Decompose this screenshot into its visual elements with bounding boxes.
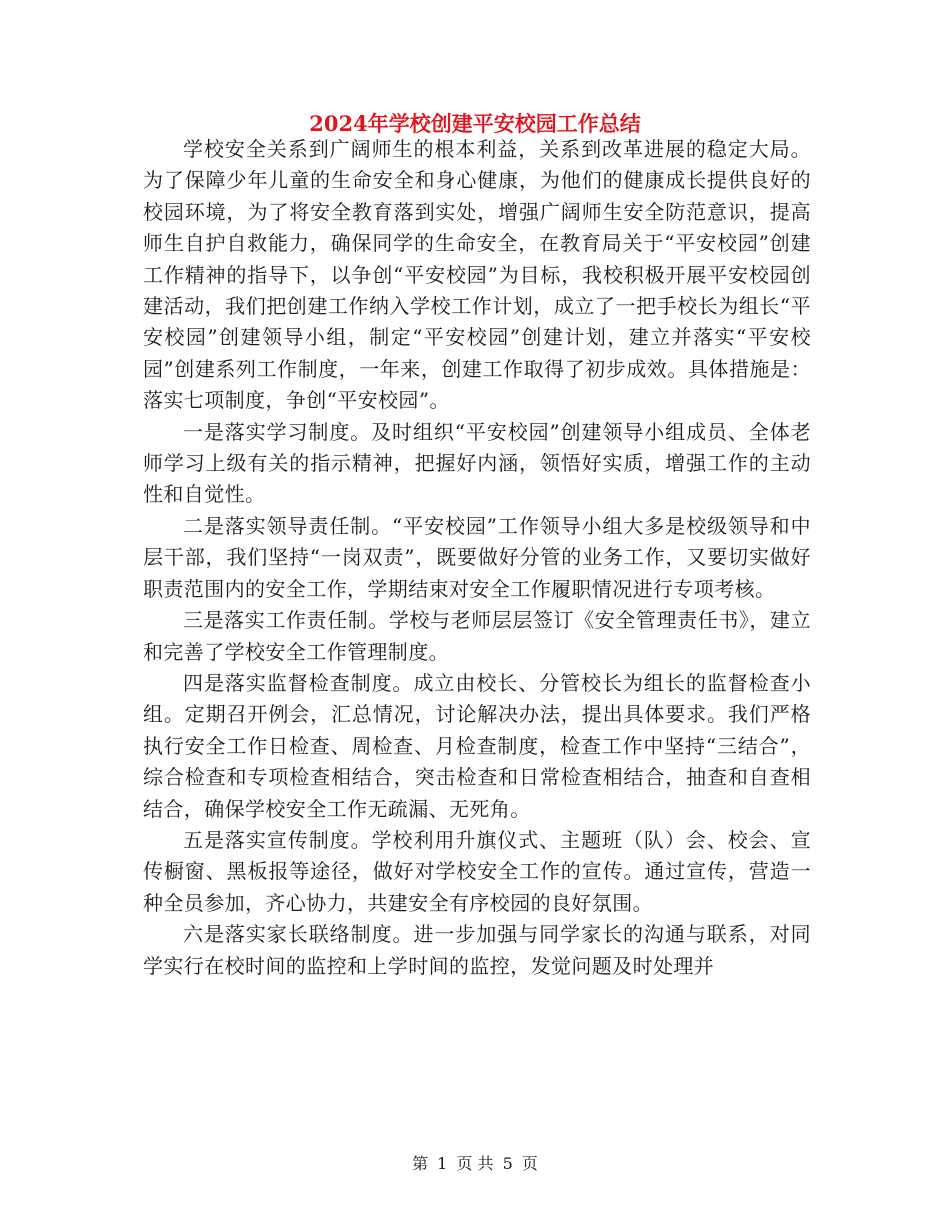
document-title: 2024年学校创建平安校园工作总结 — [309, 111, 641, 136]
paragraph-study-system: 一是落实学习制度。及时组织“平安校园”创建领导小组成员、全体老师学习上级有关的指示精神，把握好内涵，领悟好实质，增强工作的主动性和自觉性。 — [143, 419, 811, 507]
paragraph-intro: 学校安全关系到广阔师生的根本利益，关系到改革进展的稳定大局。为了保障少年儿童的生命安全和身心健康，为他们的健康成长提供良好的校园环境，为了将安全教育落到实处，增强广阔师生安全防范意识，提高师生自护自救能力，确保同学的生命安全，在教育局关于“平安校园”创建工作精神的指导下，以争创“平安校园”为目标，我校积极开展平安校园创建活动，我们把创建工作纳入学校工作计划，成立了一把手校长为组长“平安校园”创建领导小组，制定“平安校园”创建计划，建立并落实“平安校园”创建系列工作制度，一年来，创建工作取得了初步成效。具体措施是：落实七项制度，争创“平安校园”。 — [143, 137, 811, 413]
paragraph-publicity-system: 五是落实宣传制度。学校利用升旗仪式、主题班（队）会、校会、宣传橱窗、黑板报等途径，做好对学校安全工作的宣传。通过宣传，营造一种全员参加，齐心协力，共建安全有序校园的良好氛围。 — [143, 827, 811, 915]
footer-prefix: 第 — [412, 1154, 429, 1173]
footer-page-number: 1 — [437, 1154, 448, 1173]
paragraph-leadership-responsibility: 二是落实领导责任制。“平安校园”工作领导小组大多是校级领导和中层干部，我们坚持“一岗双责”，既要做好分管的业务工作，又要切实做好职责范围内的安全工作，学期结束对安全工作履职情况进行专项考核。 — [143, 513, 811, 601]
document-body — [143, 134, 811, 982]
paragraph-supervision-inspection: 四是落实监督检查制度。成立由校长、分管校长为组长的监督检查小组。定期召开例会，汇总情况，讨论解决办法，提出具体要求。我们严格执行安全工作日检查、周检查、月检查制度，检查工作中坚持“三结合”，综合检查和专项检查相结合，突击检查和日常检查相结合，抽查和自查相结合，确保学校安全工作无疏漏、无死角。 — [143, 670, 811, 821]
page-footer — [0, 1153, 950, 1175]
footer-total-pages: 5 — [502, 1154, 513, 1173]
paragraph-parent-contact: 六是落实家长联络制度。进一步加强与同学家长的沟通与联系，对同学实行在校时间的监控和上学时间的监控，发觉问题及时处理并 — [143, 922, 811, 978]
footer-suffix: 页 — [521, 1154, 538, 1173]
footer-middle: 页 共 — [456, 1154, 494, 1173]
paragraph-work-responsibility: 三是落实工作责任制。学校与老师层层签订《安全管理责任书》，建立和完善了学校安全工作管理制度。 — [143, 608, 811, 664]
